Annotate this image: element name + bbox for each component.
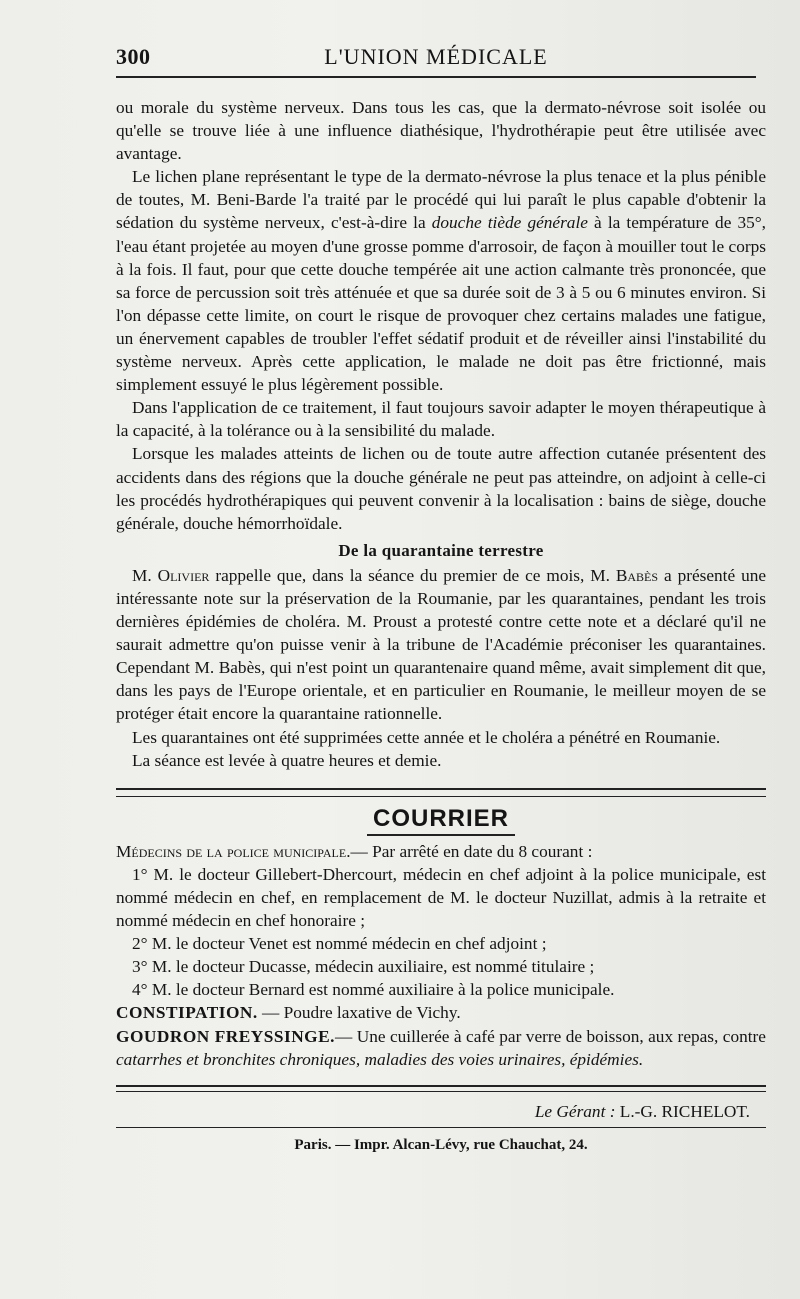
paragraph-application: Dans l'application de ce traitement, il faut toujours savoir adapter le moyen thérapeutique à la capacité, à la tolérance ou à la sensibilité du malade.	[116, 398, 766, 441]
courrier-item-3: 3° M. le docteur Ducasse, médecin auxiliaire, est nommé titulaire ;	[132, 957, 595, 977]
goudron-notice	[116, 1025, 766, 1071]
constipation-label: CONSTIPATION.	[116, 1003, 258, 1023]
constipation-text: — Poudre laxative de Vichy.	[257, 1003, 461, 1023]
gerant-rule	[116, 1127, 766, 1128]
quarantine-paragraph-3: La séance est levée à quatre heures et demie.	[132, 750, 442, 770]
goudron-label: GOUDRON FREYSSINGE.	[116, 1026, 335, 1046]
article-body	[116, 96, 766, 1157]
police-paragraph	[116, 840, 766, 863]
lichen-text-rest: à la température de 35°, l'eau étant projetée au moyen d'une grosse pomme d'arrosoir, de façon à mouiller tout le corps à la fois. Il faut, pour que cette douche tempérée ait une action calmante très prononcée, que sa force de percussion soit très atténuée et que sa durée soit de 3 à 5 ou 6 minutes environ. Si l'on dépasse cette limite, on court le risque de provoquer chez certains malades une fatigue, un énervement capables de troubler l'effet sédatif produit et de réveiller ainsi l'instabilité du système nerveux. Après cette application, le malade ne doit pas être frictionné, mais simplement essuyé le plus légèrement possible.	[116, 213, 766, 395]
babes-name: Babès	[615, 565, 659, 585]
gerant-name: L.-G. RICHELOT.	[615, 1101, 750, 1121]
goudron-italic: catarrhes et bronchites chroniques, maladies des voies urinaires, épidémies.	[116, 1049, 644, 1069]
police-text: — Par arrêté en date du 8 courant :	[350, 841, 593, 861]
courrier-heading-text: COURRIER	[367, 805, 515, 836]
paragraph-localisation: Lorsque les malades atteints de lichen ou de toute autre affection cutanée présentent des accidents dans des régions que la douche générale ne peut pas atteindre, on adjoint à celle-ci les procédés hydrothérapiques qui peuvent convenir à la localisation : bains de siège, douche générale, douche hémorrhoïdale.	[116, 444, 766, 533]
lichen-italic: douche tiède générale	[431, 213, 588, 233]
olivier-name: M. Olivier	[132, 565, 210, 585]
imprint-line: Paris. — Impr. Alcan-Lévy, rue Chauchat, 24.	[294, 1136, 588, 1153]
gerant-line	[116, 1100, 750, 1123]
constipation-notice	[116, 1001, 766, 1024]
gerant-label: Le Gérant :	[534, 1101, 616, 1121]
section-rule	[116, 788, 766, 797]
header-rule	[116, 76, 756, 78]
lichen-text-start: Le lichen plane représentant le type de la dermato-névrose la plus tenace et la plus pénible de toutes, M. Beni-Barde l'a traité par le procédé qui lui paraît le plus capable d'obtenir la sédation du système nerveux, c'est-à-dire la	[116, 167, 766, 233]
goudron-text: — Une cuillerée à café par verre de boisson, aux repas, contre	[334, 1026, 766, 1046]
journal-title: L'UNION MÉDICALE	[324, 44, 548, 69]
courrier-heading	[116, 804, 766, 832]
quarantine-paragraph-2: Les quarantaines ont été supprimées cette année et le choléra a pénétré en Roumanie.	[132, 727, 721, 747]
quarantine-text-a: rappelle que, dans la séance du premier de ce mois, M.	[209, 565, 616, 585]
paragraph-continuation: ou morale du système nerveux. Dans tous les cas, que la dermato-névrose soit isolée ou qu'elle se trouve liée à une influence diathésique, l'hydrothérapie peut être utilisée avec avantage.	[116, 98, 766, 164]
paragraph-lichen	[116, 165, 766, 396]
police-label: Médecins de la police municipale.	[116, 841, 351, 861]
courrier-item-1: 1° M. le docteur Gillebert-Dhercourt, médecin en chef adjoint à la police municipale, est nommé médecin en chef, en remplacement de M. le docteur Nuzillat, admis à la retraite et nommé médecin en chef honoraire ;	[116, 864, 766, 931]
courrier-item-2: 2° M. le docteur Venet est nommé médecin en chef adjoint ;	[132, 934, 547, 954]
footer-rule	[116, 1085, 766, 1092]
page-number: 300	[116, 44, 151, 69]
running-header	[116, 44, 756, 74]
quarantine-text-b: a présenté une intéressante note sur la préservation de la Roumanie, par les quarantaines, pendant les trois dernières épidémies de choléra. M. Proust a protesté contre cette note et a déclaré qu'il ne saurait admettre qu'on puisse venir à la tribune de l'Académie préconiser les quarantaines. Cependant M. Babès, qui n'est point un quarantenaire quand même, avait simplement dit que, dans les pays de l'Europe orientale, et en particulier en Roumanie, le meilleur moyen de se protéger était encore la quarantaine rationnelle.	[116, 565, 767, 724]
quarantine-heading: De la quarantaine terrestre	[338, 540, 544, 560]
courrier-item-4: 4° M. le docteur Bernard est nommé auxiliaire à la police municipale.	[132, 980, 615, 1000]
quarantine-paragraph-1	[116, 564, 766, 726]
